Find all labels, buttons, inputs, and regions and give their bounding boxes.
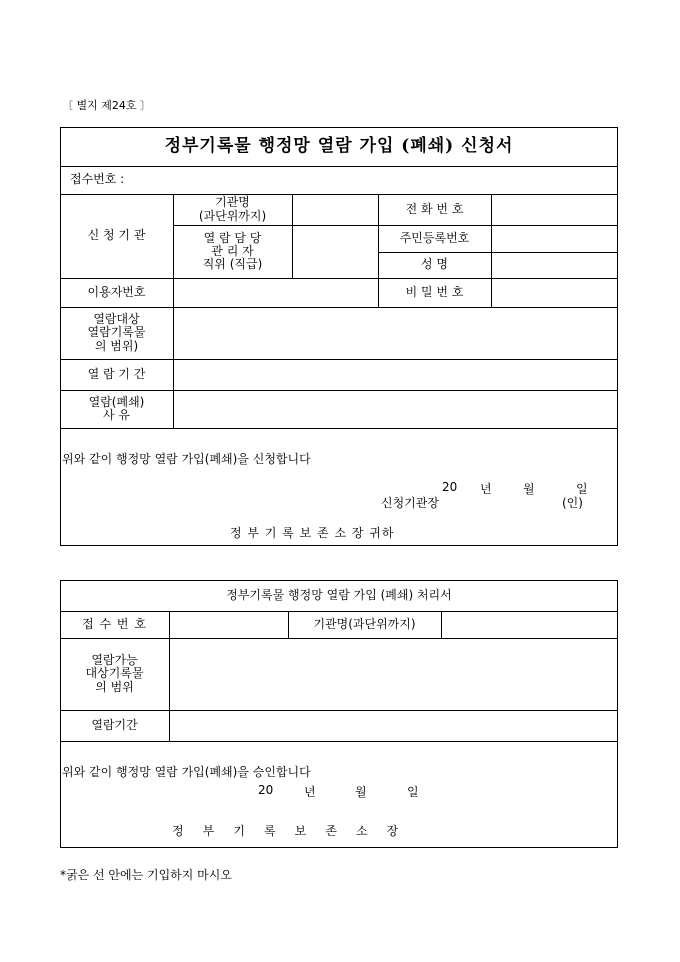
processing-day-unit: 일 <box>407 785 419 799</box>
applicant-head-label: 신청기관장 <box>381 496 439 510</box>
processing-org-field[interactable] <box>441 611 618 638</box>
seal-mark: (인) <box>562 496 583 510</box>
resident-number-field[interactable] <box>491 225 618 252</box>
org-name-field[interactable] <box>292 194 378 225</box>
processing-year-unit: 년 <box>304 785 316 799</box>
period-field[interactable] <box>173 359 618 390</box>
officer-field[interactable] <box>292 225 378 278</box>
applicant-org-label: 신 청 기 관 <box>87 228 146 243</box>
form-reference: 〔 별지 제24호 〕 <box>62 99 151 112</box>
addressee: 정 부 기 록 보 존 소 장 귀하 <box>230 526 395 540</box>
rule <box>60 741 618 742</box>
officer-label: 열 람 담 당 관 리 자 직위 (직급) <box>202 230 263 272</box>
year-unit: 년 <box>480 482 492 496</box>
phone-field[interactable] <box>491 194 618 225</box>
processing-statement: 위와 같이 행정망 열람 가입(폐쇄)을 승인합니다 <box>62 765 311 779</box>
processing-receipt-field[interactable] <box>169 611 288 638</box>
processing-date-year: 20 <box>258 783 274 797</box>
period-label: 열 람 기 간 <box>87 366 146 381</box>
name-label: 성 명 <box>421 257 448 272</box>
processing-period-label: 열람기간 <box>91 717 138 732</box>
processing-org-label: 기관명(과단위까지) <box>313 616 416 631</box>
phone-label: 전 화 번 호 <box>405 201 464 216</box>
processing-title: 정부기록물 행정망 열람 가입 (폐쇄) 처리서 <box>226 587 452 602</box>
password-label: 비 밀 번 호 <box>405 284 464 299</box>
day-unit: 일 <box>576 482 588 496</box>
password-field[interactable] <box>491 278 618 307</box>
resident-number-label: 주민등록번호 <box>399 230 470 245</box>
receipt-number-label: 접수번호 : <box>70 172 125 187</box>
name-field[interactable] <box>491 252 618 278</box>
reason-label: 열람(폐쇄) 사 유 <box>88 394 145 422</box>
processing-month-unit: 월 <box>355 785 367 799</box>
reason-field[interactable] <box>173 390 618 428</box>
user-number-field[interactable] <box>173 278 378 307</box>
processing-signatory: 정 부 기 록 보 존 소 장 <box>172 824 399 838</box>
processing-scope-label: 열람가능 대상기록물 의 범위 <box>85 653 144 694</box>
application-title: 정부기록물 행정망 열람 가입 (폐쇄) 신청서 <box>164 136 514 157</box>
application-date-year: 20 <box>442 480 458 494</box>
footnote: *굵은 선 안에는 기입하지 마시오 <box>60 868 232 882</box>
processing-period-field[interactable] <box>169 710 618 741</box>
processing-receipt-label: 접 수 번 호 <box>82 616 147 631</box>
scope-field[interactable] <box>173 307 618 359</box>
org-name-label: 기관명 (과단위까지) <box>198 195 267 223</box>
application-statement: 위와 같이 행정망 열람 가입(폐쇄)을 신청합니다 <box>62 452 311 466</box>
scope-label: 열람대상 열람기록물 의 범위) <box>87 312 146 353</box>
processing-scope-field[interactable] <box>169 638 618 710</box>
month-unit: 월 <box>523 482 535 496</box>
rule <box>60 428 618 429</box>
user-number-label: 이용자번호 <box>87 284 146 299</box>
